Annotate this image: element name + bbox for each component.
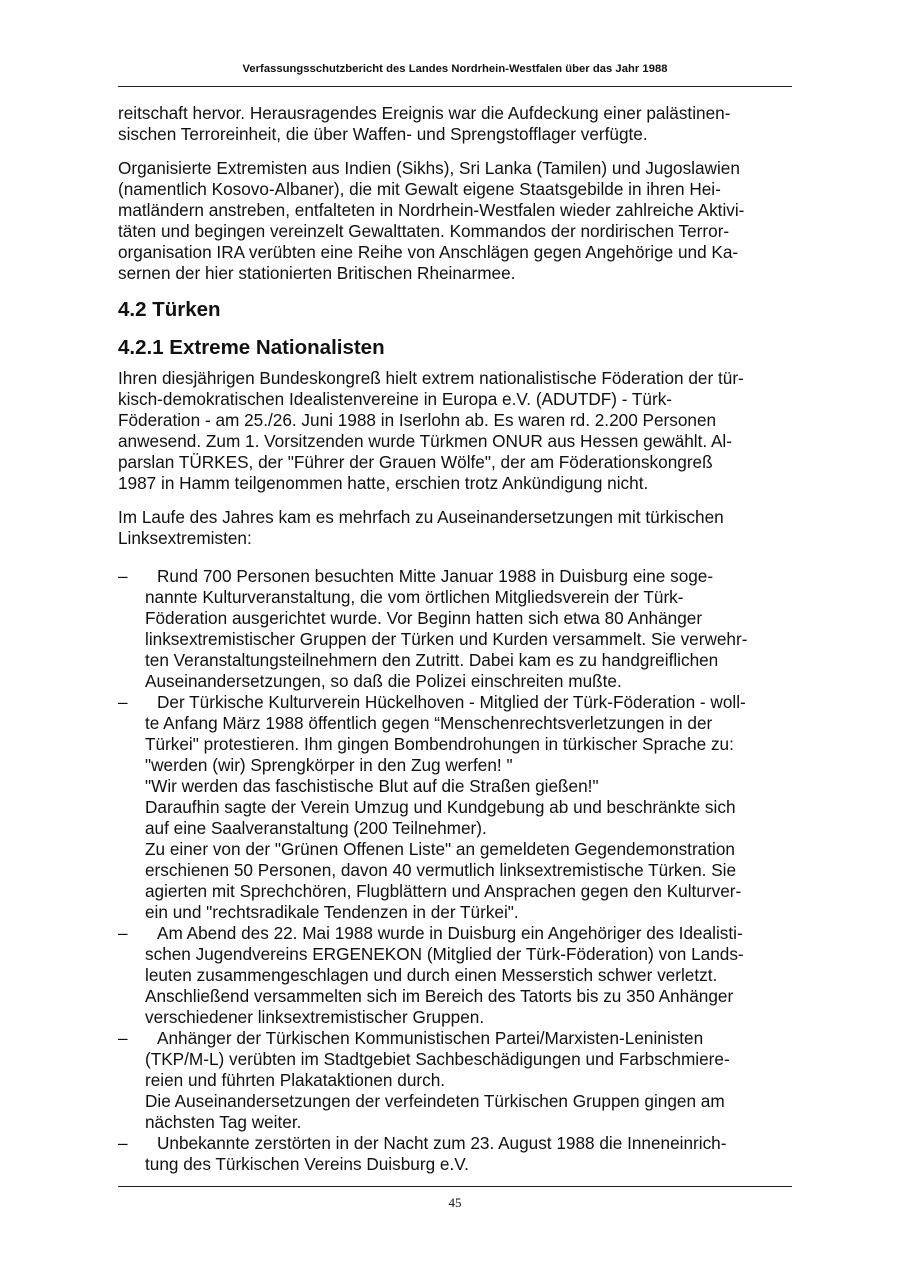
text-line: Ihren diesjährigen Bundeskongreß hielt extrem nationalistische Föderation der tür- (118, 368, 744, 388)
text-line: tung des Türkischen Vereins Duisburg e.V. (145, 1154, 469, 1174)
subsection-heading: 4.2.1 Extreme Nationalisten (118, 336, 385, 359)
list-item (118, 1028, 792, 1133)
text-line: Organisierte Extremisten aus Indien (Sikhs), Sri Lanka (Tamilen) und Jugoslawien (118, 158, 740, 178)
text-line: Die Auseinandersetzungen der verfeindeten Türkischen Gruppen gingen am (145, 1091, 725, 1111)
text-line: schen Jugendvereins ERGENEKON (Mitglied der Türk-Föderation) von Lands- (145, 944, 744, 964)
dash-bullet: – (118, 692, 128, 712)
paragraph (118, 368, 792, 494)
section-heading: 4.2 Türken (118, 298, 221, 321)
header-rule (118, 86, 792, 87)
text-line: Am Abend des 22. Mai 1988 wurde in Duisburg ein Angehöriger des Idealisti- (157, 923, 743, 943)
paragraph (118, 158, 792, 284)
text-line: ein und "rechtsradikale Tendenzen in der Türkei". (145, 902, 519, 922)
text-line: agierten mit Sprechchören, Flugblättern und Ansprachen gegen den Kulturver- (145, 881, 742, 901)
text-line: (TKP/M-L) verübten im Stadtgebiet Sachbeschädigungen und Farbschmiere- (145, 1049, 730, 1069)
text-line: sernen der hier stationierten Britischen Rheinarmee. (118, 263, 516, 283)
text-line: leuten zusammengeschlagen und durch einen Messerstich schwer verletzt. (145, 965, 718, 985)
text-line: auf eine Saalveranstaltung (200 Teilnehmer). (145, 818, 487, 838)
dash-bullet: – (118, 1028, 128, 1048)
running-header: Verfassungsschutzbericht des Landes Nordrhein-Westfalen über das Jahr 1988 (242, 63, 668, 75)
text-line: Unbekannte zerstörten in der Nacht zum 23. August 1988 die Inneneinrich- (157, 1133, 727, 1153)
text-line: Anschließend versammelten sich im Bereich des Tatorts bis zu 350 Anhänger (145, 986, 734, 1006)
text-line: Zu einer von der "Grünen Offenen Liste" an gemeldeten Gegendemonstration (145, 839, 735, 859)
page-number: 45 (448, 1195, 462, 1210)
text-line: 1987 in Hamm teilgenommen hatte, erschien trotz Ankündigung nicht. (118, 473, 649, 493)
text-line: erschienen 50 Personen, davon 40 vermutlich linksextremistische Türken. Sie (145, 860, 737, 880)
text-line: ten Veranstaltungsteilnehmern den Zutritt. Dabei kam es zu handgreiflichen (145, 650, 719, 670)
text-line: Linksextremisten: (118, 528, 252, 548)
text-line: anwesend. Zum 1. Vorsitzenden wurde Türkmen ONUR aus Hessen gewählt. Al- (118, 431, 732, 451)
text-line: matländern anstreben, entfalteten in Nordrhein-Westfalen wieder zahlreiche Aktivi- (118, 200, 745, 220)
text-line: nächsten Tag weiter. (145, 1112, 302, 1132)
list-item (118, 923, 792, 1028)
text-line: täten und begingen vereinzelt Gewalttaten. Kommandos der nordirischen Terror- (118, 221, 730, 241)
text-line: (namentlich Kosovo-Albaner), die mit Gewalt eigene Staatsgebilde in ihren Hei- (118, 179, 721, 199)
text-line: Rund 700 Personen besuchten Mitte Januar 1988 in Duisburg eine soge- (157, 566, 714, 586)
text-line: reitschaft hervor. Herausragendes Ereignis war die Aufdeckung einer palästinen- (118, 103, 731, 123)
text-line: Im Laufe des Jahres kam es mehrfach zu Auseinandersetzungen mit türkischen (118, 507, 724, 527)
list-item (118, 692, 792, 923)
text-line: Anhänger der Türkischen Kommunistischen Partei/Marxisten-Leninisten (157, 1028, 704, 1048)
text-line: Föderation - am 25./26. Juni 1988 in Iserlohn ab. Es waren rd. 2.200 Personen (118, 410, 717, 430)
text-line: parslan TÜRKES, der "Führer der Grauen Wölfe", der am Föderationskongreß (118, 452, 713, 472)
text-line: reien und führten Plakataktionen durch. (145, 1070, 446, 1090)
text-line: Daraufhin sagte der Verein Umzug und Kundgebung ab und beschränkte sich (145, 797, 736, 817)
text-line: Föderation ausgerichtet wurde. Vor Beginn hatten sich etwa 80 Anhänger (145, 608, 703, 628)
text-line: te Anfang März 1988 öffentlich gegen “Menschenrechtsverletzungen in der (145, 713, 713, 733)
paragraph (118, 507, 792, 549)
text-line: kisch-demokratischen Idealistenvereine in Europa e.V. (ADUTDF) - Türk- (118, 389, 673, 409)
text-line: organisation IRA verübten eine Reihe von Anschlägen gegen Angehörige und Ka- (118, 242, 739, 262)
bullet-list (118, 566, 792, 1175)
paragraph (118, 103, 792, 145)
list-item (118, 566, 792, 692)
dash-bullet: – (118, 566, 128, 586)
text-line: nannte Kulturveranstaltung, die vom örtlichen Mitgliedsverein der Türk- (145, 587, 684, 607)
text-line: "Wir werden das faschistische Blut auf die Straßen gießen!" (145, 776, 599, 796)
dash-bullet: – (118, 1133, 128, 1153)
dash-bullet: – (118, 923, 128, 943)
text-line: verschiedener linksextremistischer Gruppen. (145, 1007, 485, 1027)
text-line: "werden (wir) Sprengkörper in den Zug werfen! " (145, 755, 513, 775)
text-line: linksextremistischer Gruppen der Türken und Kurden versammelt. Sie verwehr- (145, 629, 748, 649)
list-item (118, 1133, 792, 1175)
footer-rule (118, 1186, 792, 1187)
text-line: Auseinandersetzungen, so daß die Polizei einschreiten mußte. (145, 671, 622, 691)
page-body (118, 103, 792, 1175)
text-line: Türkei" protestieren. Ihm gingen Bombendrohungen in türkischer Sprache zu: (145, 734, 734, 754)
text-line: Der Türkische Kulturverein Hückelhoven - Mitglied der Türk-Föderation - woll- (157, 692, 746, 712)
text-line: sischen Terroreinheit, die über Waffen- und Sprengstofflager verfügte. (118, 124, 648, 144)
